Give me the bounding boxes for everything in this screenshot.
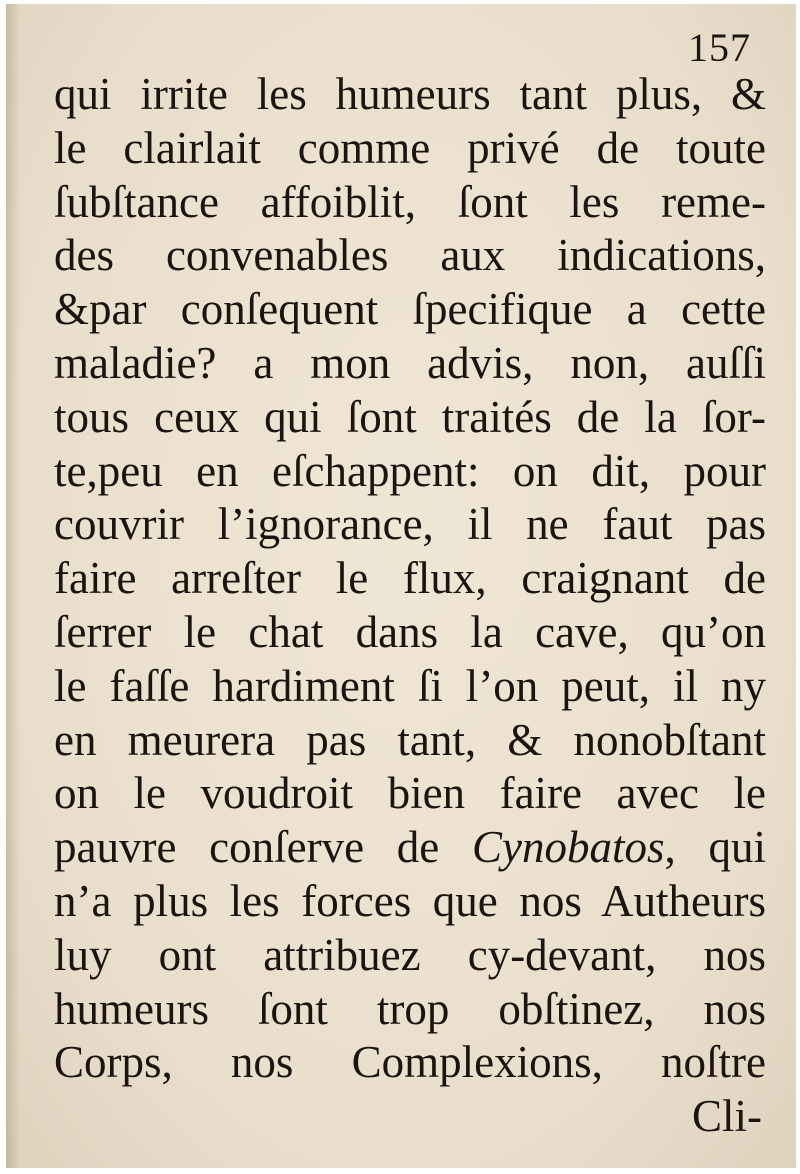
- text-line-15-after: , qui: [664, 822, 766, 873]
- text-line-17: luy ont attribuez cy-devant, nos: [54, 929, 766, 980]
- italic-term-cynobatos: Cynobatos: [472, 822, 665, 873]
- text-line-12: le faſſe hardiment ſi l’on peut, il ny: [54, 660, 766, 711]
- text-line-19: Corps, nos Complexions, noſtre: [54, 1037, 766, 1088]
- text-line-14: on le voudroit bien faire avec le: [54, 768, 766, 819]
- text-line-15-before: pauvre conſerve de: [54, 822, 472, 873]
- text-line-4: des convenables aux indications,: [54, 230, 766, 281]
- page-body-text: [54, 68, 766, 1144]
- text-line-8: te,peu en eſchappent: on dit, pour: [54, 445, 766, 496]
- page-gutter-shadow: [6, 4, 20, 1168]
- text-line-2: le clairlait comme privé de toute: [54, 122, 766, 173]
- text-line-13: en meurera pas tant, & nonobſtant: [54, 714, 766, 765]
- catchword: Cli-: [691, 1091, 762, 1142]
- book-page: [6, 4, 796, 1168]
- text-line-16: n’a plus les forces que nos Autheurs: [54, 875, 766, 926]
- text-line-18: humeurs ſont trop obſtinez, nos: [54, 983, 766, 1034]
- text-line-9: couvrir l’ignorance, il ne faut pas: [54, 499, 766, 550]
- text-line-6: maladie? a mon advis, non, auſſi: [54, 337, 766, 388]
- text-line-5: &par conſequent ſpecifique a cette: [54, 284, 766, 335]
- page-number: 157: [688, 25, 751, 70]
- text-line-1: qui irrite les humeurs tant plus, &: [54, 69, 766, 119]
- text-line-11: ſerrer le chat dans la cave, qu’on: [54, 606, 766, 657]
- text-line-15: [54, 821, 766, 875]
- text-line-10: faire arreſter le flux, craignant de: [54, 553, 766, 604]
- text-line-3: ſubſtance affoiblit, ſont les reme-: [54, 176, 766, 227]
- text-line-7: tous ceux qui ſont traités de la ſor-: [54, 391, 766, 442]
